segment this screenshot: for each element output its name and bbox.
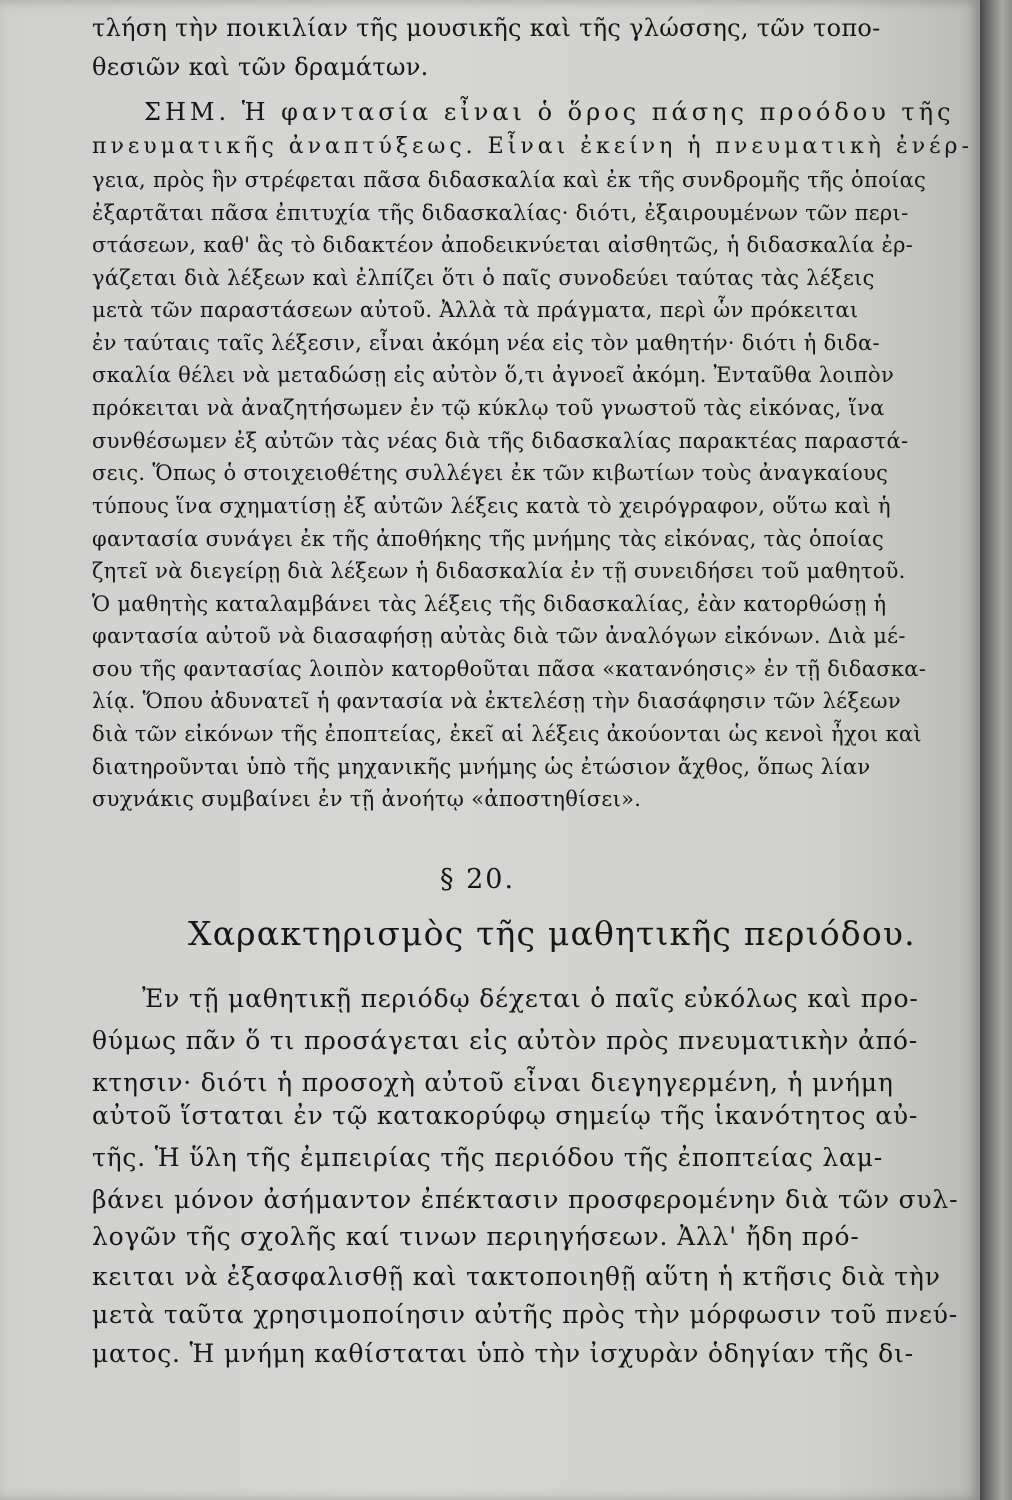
note-line: Ὁ μαθητὴς καταλαμβάνει τὰς λέξεις τῆς διδασκαλίας, ἐὰν κατορθώσῃ ἡ [92, 592, 887, 616]
section-title: Χαρακτηρισμὸς τῆς μαθητικῆς περιόδου. [188, 914, 916, 953]
note-line: πνευματικῆς ἀναπτύξεως. Εἶναι ἐκείνη ἡ πνευματικὴ ἐνέρ- [92, 134, 973, 159]
body-line: θύμως πᾶν ὅ τι προσάγεται εἰς αὐτὸν πρὸς πνευματικὴν ἀπό- [92, 1026, 918, 1055]
note-line: σκαλία θέλει νὰ μεταδώσῃ εἰς αὐτὸν ὅ,τι ἀγνοεῖ ἀκόμη. Ἐνταῦθα λοιπὸν [92, 363, 895, 387]
note-line: θεσιῶν καὶ τῶν δραμάτων. [92, 53, 429, 81]
note-line: διατηροῦνται ὑπὸ τῆς μηχανικῆς μνήμης ὡς ἐτώσιον ἄχθος, ὅπως λίαν [92, 755, 871, 779]
note-line: συχνάκις συμβαίνει ἐν τῇ ἀνοήτῳ «ἀποστηθίσει». [92, 787, 642, 811]
note-line: τλήση τὴν ποικιλίαν τῆς μουσικῆς καὶ τῆς γλώσσης, τῶν τοπο- [92, 14, 881, 42]
note-line: τύπους ἵνα σχηματίσῃ ἐξ αὐτῶν λέξεις κατὰ τὸ χειρόγραφον, οὕτω καὶ ἡ [92, 494, 891, 518]
note-line: μετὰ τῶν παραστάσεων αὐτοῦ. Ἀλλὰ τὰ πράγματα, περὶ ὧν πρόκειται [92, 298, 859, 322]
body-line: βάνει μόνον ἀσήμαντον ἐπέκτασιν προσφερομένην διὰ τῶν συλ- [92, 1185, 959, 1214]
note-line: φαντασία συνάγει ἐκ τῆς ἀποθήκης τῆς μνήμης τὰς εἰκόνας, τὰς ὁποίας [92, 527, 885, 551]
body-line: λογῶν τῆς σχολῆς καί τινων περιηγήσεων. Ἀλλ' ἤδη πρό- [92, 1222, 860, 1251]
note-line: ἐν ταύταις ταῖς λέξεσιν, εἶναι ἀκόμη νέα εἰς τὸν μαθητήν· διότι ἡ διδα- [92, 331, 880, 355]
note-line: γάζεται διὰ λέξεων καὶ ἐλπίζει ὅτι ὁ παῖς συνοδεύει ταύτας τὰς λέξεις [92, 266, 875, 290]
body-line: κτησιν· διότι ἡ προσοχὴ αὐτοῦ εἶναι διεγηγερμένη, ἡ μνήμη [92, 1068, 894, 1097]
note-heading-line: ΣΗΜ. Ἡ φαντασία εἶναι ὁ ὅρος πάσης προόδου τῆς [144, 98, 955, 126]
note-line: σου τῆς φαντασίας λοιπὸν κατορθοῦται πᾶσα «κατανόησις» ἐν τῇ διδασκα- [92, 657, 927, 681]
note-line: φαντασία αὐτοῦ νὰ διασαφήσῃ αὐτὰς διὰ τῶν ἀναλόγων εἰκόνων. Διὰ μέ- [92, 624, 906, 648]
note-line: διὰ τῶν εἰκόνων τῆς ἐποπτείας, ἐκεῖ αἱ λέξεις ἀκούονται ὡς κενοὶ ἦχοι καὶ [92, 722, 922, 746]
note-line: συνθέσωμεν ἐξ αὐτῶν τὰς νέας διὰ τῆς διδασκαλίας παρακτέας παραστά- [92, 429, 909, 453]
note-line: ζητεῖ νὰ διεγείρῃ διὰ λέξεων ἡ διδασκαλία ἐν τῇ συνειδήσει τοῦ μαθητοῦ. [92, 559, 906, 583]
body-line: Ἐν τῇ μαθητικῇ περιόδῳ δέχεται ὁ παῖς εὐκόλως καὶ προ- [142, 984, 919, 1013]
note-line: γεια, πρὸς ἣν στρέφεται πᾶσα διδασκαλία καὶ ἐκ τῆς συνδρομῆς τῆς ὁποίας [92, 168, 927, 192]
body-line: κειται νὰ ἐξασφαλισθῇ καὶ τακτοποιηθῇ αὕτη ἡ κτῆσις διὰ τὴν [92, 1262, 941, 1291]
body-line: αὐτοῦ ἵσταται ἐν τῷ κατακορύφῳ σημείῳ τῆς ἱκανότητος αὐ- [92, 1101, 919, 1130]
body-line: ματος. Ἡ μνήμη καθίσταται ὑπὸ τὴν ἰσχυρὰν ὁδηγίαν τῆς δι- [92, 1339, 914, 1368]
book-page-edge [980, 0, 1012, 1500]
section-number: § 20. [440, 864, 516, 895]
note-line: σεις. Ὅπως ὁ στοιχειοθέτης συλλέγει ἐκ τῶν κιβωτίων τοὺς ἀναγκαίους [92, 461, 889, 485]
note-line: πρόκειται νὰ ἀναζητήσωμεν ἐν τῷ κύκλῳ τοῦ γνωστοῦ τὰς εἰκόνας, ἵνα [92, 396, 885, 420]
body-line: τῆς. Ἡ ὕλη τῆς ἐμπειρίας τῆς περιόδου τῆς ἐποπτείας λαμ- [92, 1143, 884, 1172]
body-line: μετὰ ταῦτα χρησιμοποίησιν αὐτῆς πρὸς τὴν μόρφωσιν τοῦ πνεύ- [92, 1300, 958, 1329]
note-line: στάσεων, καθ' ἃς τὸ διδακτέον ἀποδεικνύεται αἰσθητῶς, ἡ διδασκαλία ἐρ- [92, 233, 914, 257]
note-line: ἐξαρτᾶται πᾶσα ἐπιτυχία τῆς διδασκαλίας· διότι, ἐξαιρουμένων τῶν περι- [92, 201, 909, 225]
note-line: λίᾳ. Ὅπου ἀδυνατεῖ ἡ φαντασία νὰ ἐκτελέσῃ τὴν διασάφησιν τῶν λέξεων [92, 689, 901, 713]
